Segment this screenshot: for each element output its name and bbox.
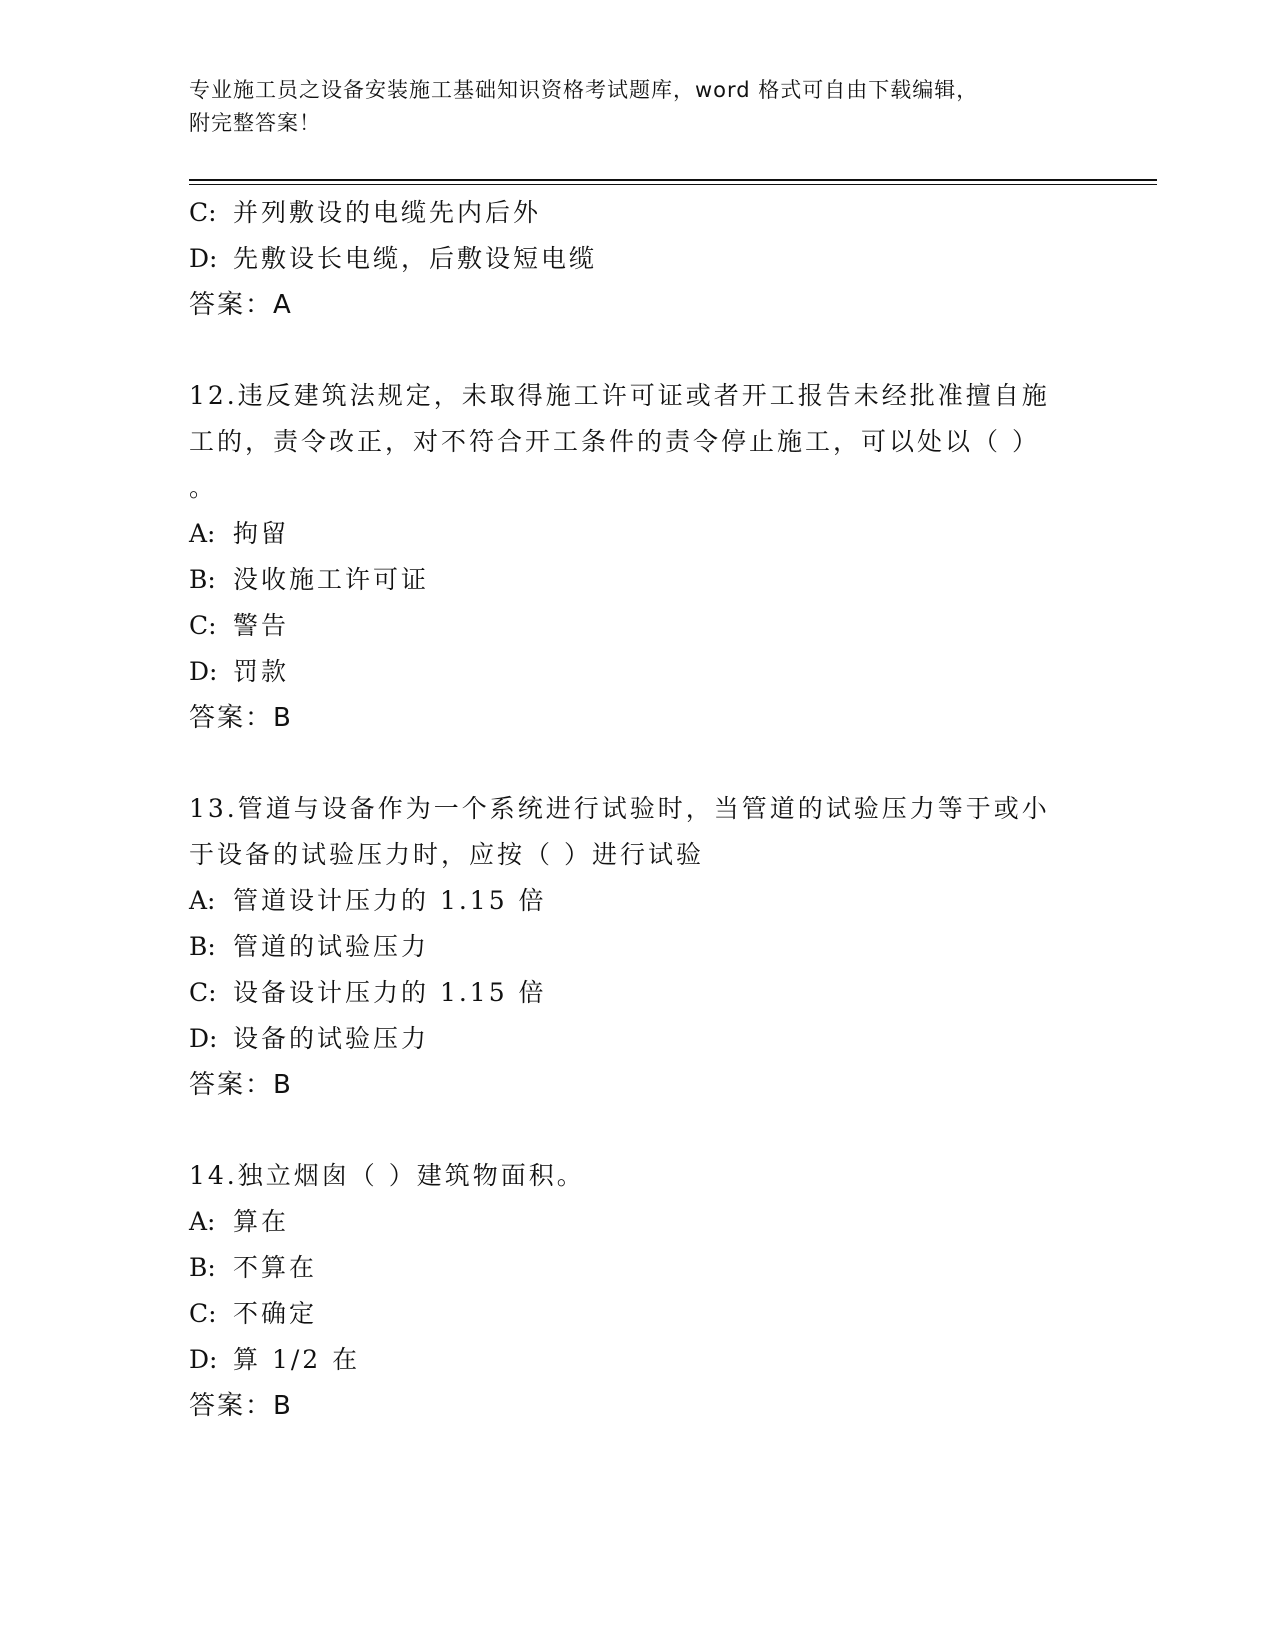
question-text-line: 于设备的试验压力时，应按（ ）进行试验 [189,840,704,869]
option-b: B: 没收施工许可证 [189,565,430,594]
question-13 [189,786,1089,1108]
header-line-1: 专业施工员之设备安装施工基础知识资格考试题库，word 格式可自由下载编辑， [189,78,979,102]
document-header [189,74,1069,140]
question-text-line: 。 [189,473,218,502]
question-text-line: 13.管道与设备作为一个系统进行试验时，当管道的试验压力等于或小 [189,794,1050,823]
option-a: A: 算在 [189,1207,290,1236]
option-c: C: 警告 [189,611,290,640]
option-d: D: 设备的试验压力 [189,1024,430,1053]
option-b: B: 管道的试验压力 [189,932,430,961]
option-c: C: 并列敷设的电缆先内后外 [189,198,542,227]
question-text-line: 工的，责令改正，对不符合开工条件的责令停止施工，可以处以（ ） [189,427,1040,456]
option-d: D: 先敷设长电缆，后敷设短电缆 [189,244,598,273]
answer-line: 答案：A [189,290,293,320]
option-d: D: 算 1/2 在 [189,1345,361,1374]
header-line-2: 附完整答案！ [189,111,321,135]
option-a: A: 拘留 [189,519,290,548]
question-12 [189,373,1089,741]
answer-line: 答案：B [189,1070,293,1100]
question-list [189,190,1089,1429]
carryover-block [189,190,1089,328]
header-divider-thick [189,179,1157,181]
question-text-line: 14.独立烟囱（ ）建筑物面积。 [189,1161,585,1190]
question-text-line: 12.违反建筑法规定，未取得施工许可证或者开工报告未经批准擅自施 [189,381,1050,410]
option-a: A: 管道设计压力的 1.15 倍 [189,886,547,915]
option-c: C: 设备设计压力的 1.15 倍 [189,978,547,1007]
header-divider-thin [189,184,1157,185]
option-b: B: 不算在 [189,1253,318,1282]
option-c: C: 不确定 [189,1299,318,1328]
question-14 [189,1153,1089,1429]
answer-line: 答案：B [189,703,293,733]
answer-line: 答案：B [189,1391,293,1421]
option-d: D: 罚款 [189,657,290,686]
